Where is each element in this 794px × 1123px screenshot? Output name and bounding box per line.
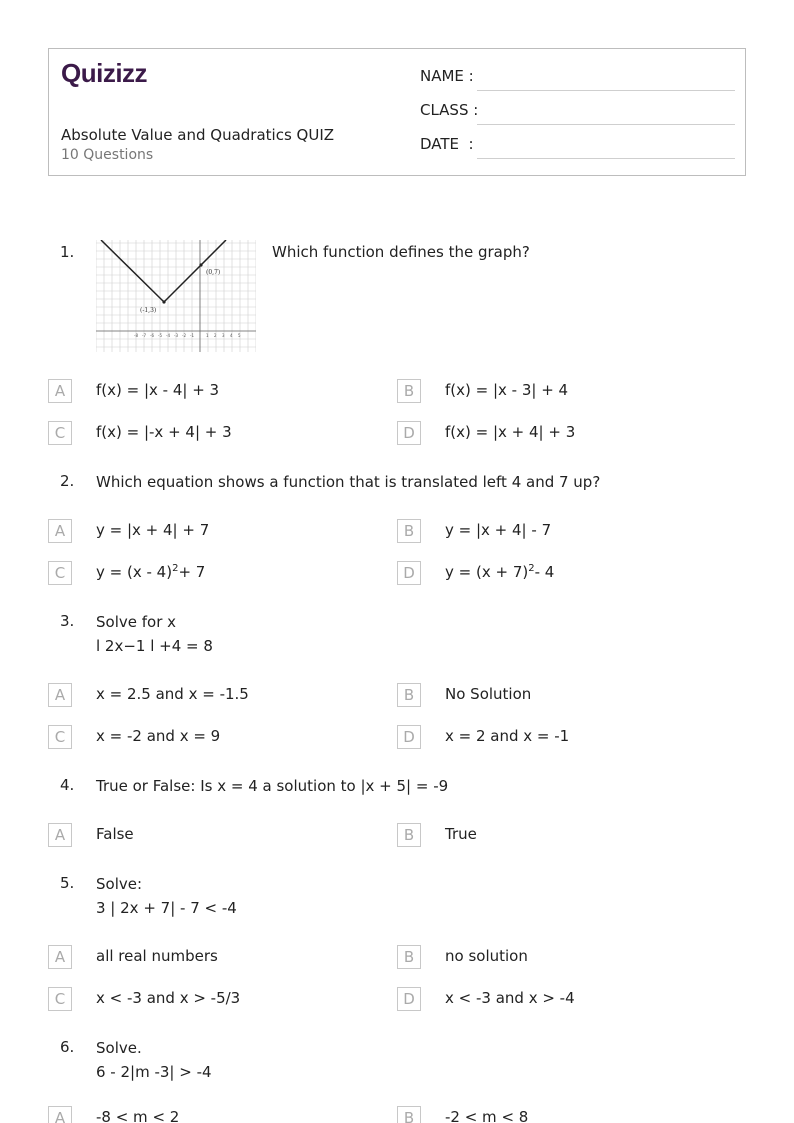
- graph-tick-label: 5: [238, 333, 241, 338]
- question-1-line-1: Which function defines the graph?: [272, 243, 530, 261]
- q6-option-b-text: -2 < m < 8: [445, 1108, 529, 1123]
- graph-tick-label: -8: [134, 333, 138, 338]
- q2-option-a-text: y = |x + 4| + 7: [96, 521, 210, 539]
- question-4-line-1: True or False: Is x = 4 a solution to |x + 5| = -9: [96, 777, 449, 795]
- q2-option-a-letter[interactable]: A: [48, 519, 72, 543]
- graph-intercept-point: [199, 263, 202, 266]
- question-1-text: [272, 240, 530, 264]
- q2-option-b-letter[interactable]: B: [397, 519, 421, 543]
- q5-option-c-letter[interactable]: C: [48, 987, 72, 1011]
- question-5-number: 5.: [60, 874, 75, 892]
- graph-vertex-point: [162, 300, 165, 303]
- date-label: DATE :: [420, 135, 474, 153]
- quiz-title: Absolute Value and Quadratics QUIZ: [61, 126, 335, 144]
- class-label: CLASS :: [420, 101, 479, 119]
- question-1-number: 1.: [60, 243, 75, 261]
- question-6-line-2: 6 - 2|m -3| > -4: [96, 1063, 212, 1081]
- quizizz-logo: Quizizz: [61, 58, 148, 88]
- q2-option-d-rest: - 4: [534, 563, 555, 581]
- question-3-number: 3.: [60, 612, 75, 630]
- question-6-line-1: Solve.: [96, 1039, 142, 1057]
- question-3-text: [96, 610, 213, 658]
- class-field[interactable]: [420, 101, 735, 125]
- q3-option-b-letter[interactable]: B: [397, 683, 421, 707]
- q3-option-d-text: x = 2 and x = -1: [445, 727, 570, 745]
- q2-option-d-base: y = (x + 7): [445, 563, 529, 581]
- q5-option-d-letter[interactable]: D: [397, 987, 421, 1011]
- graph-tick-label: -6: [150, 333, 154, 338]
- q1-option-b-text: f(x) = |x - 3| + 4: [445, 381, 569, 399]
- date-line[interactable]: [477, 158, 735, 159]
- q4-option-a-letter[interactable]: A: [48, 823, 72, 847]
- q2-option-d-letter[interactable]: D: [397, 561, 421, 585]
- q2-option-d-exponent: 2: [528, 563, 535, 574]
- q3-option-d-letter[interactable]: D: [397, 725, 421, 749]
- q5-option-a-text: all real numbers: [96, 947, 218, 965]
- q2-option-c-letter[interactable]: C: [48, 561, 72, 585]
- q2-option-c-exponent: 2: [172, 563, 179, 574]
- question-2-text: [96, 470, 600, 494]
- q5-option-d-text: x < -3 and x > -4: [445, 989, 575, 1007]
- q1-option-b-letter[interactable]: B: [397, 379, 421, 403]
- q5-option-c-text: x < -3 and x > -5/3: [96, 989, 241, 1007]
- q5-option-b-letter[interactable]: B: [397, 945, 421, 969]
- worksheet-header: [48, 48, 746, 176]
- q2-option-c-rest: + 7: [178, 563, 206, 581]
- graph-intercept-label: (0,7): [206, 269, 221, 276]
- q3-option-b-text: No Solution: [445, 685, 532, 703]
- question-4-text: [96, 774, 448, 798]
- q1-option-d-text: f(x) = |x + 4| + 3: [445, 423, 576, 441]
- graph-tick-label: 1: [206, 333, 209, 338]
- name-line[interactable]: [477, 90, 735, 91]
- graph-tick-label: -4: [166, 333, 170, 338]
- question-6-number: 6.: [60, 1038, 75, 1056]
- q1-option-a-letter[interactable]: A: [48, 379, 72, 403]
- question-5-line-2: 3 | 2x + 7| - 7 < -4: [96, 899, 237, 917]
- graph-tick-label: 4: [230, 333, 233, 338]
- question-3-line-1: Solve for x: [96, 613, 177, 631]
- q4-option-b-text: True: [445, 825, 477, 843]
- graph-tick-label: -3: [174, 333, 178, 338]
- graph-tick-label: -7: [142, 333, 146, 338]
- q2-option-b-text: y = |x + 4| - 7: [445, 521, 552, 539]
- name-label: NAME :: [420, 67, 474, 85]
- name-field[interactable]: [420, 67, 735, 91]
- graph-tick-label: -1: [190, 333, 194, 338]
- question-5-line-1: Solve:: [96, 875, 143, 893]
- q1-option-d-letter[interactable]: D: [397, 421, 421, 445]
- q6-option-a-letter[interactable]: A: [48, 1106, 72, 1123]
- q1-option-a-text: f(x) = |x - 4| + 3: [96, 381, 220, 399]
- q3-option-c-text: x = -2 and x = 9: [96, 727, 221, 745]
- q1-option-c-text: f(x) = |-x + 4| + 3: [96, 423, 232, 441]
- class-line[interactable]: [477, 124, 735, 125]
- graph-tick-label: 3: [222, 333, 225, 338]
- q2-option-d-text: [445, 563, 554, 581]
- q4-option-a-text: False: [96, 825, 134, 843]
- question-5-text: [96, 872, 237, 920]
- q2-option-c-text: [96, 563, 205, 581]
- q4-option-b-letter[interactable]: B: [397, 823, 421, 847]
- graph-tick-label: -2: [182, 333, 186, 338]
- graph-tick-label: -5: [158, 333, 162, 338]
- question-6-text: [96, 1036, 212, 1084]
- q5-option-b-text: no solution: [445, 947, 528, 965]
- graph-tick-label: 2: [214, 333, 217, 338]
- q3-option-a-text: x = 2.5 and x = -1.5: [96, 685, 249, 703]
- question-1-graph: [96, 240, 256, 352]
- question-2-line-1: Which equation shows a function that is translated left 4 and 7 up?: [96, 473, 601, 491]
- q6-option-b-letter[interactable]: B: [397, 1106, 421, 1123]
- q3-option-c-letter[interactable]: C: [48, 725, 72, 749]
- question-3-line-2: l 2x−1 l +4 = 8: [96, 637, 213, 655]
- date-field[interactable]: [420, 135, 735, 159]
- question-2-number: 2.: [60, 472, 75, 490]
- q2-option-c-base: y = (x - 4): [96, 563, 173, 581]
- q3-option-a-letter[interactable]: A: [48, 683, 72, 707]
- graph-vertex-label: (-1,3): [140, 307, 157, 314]
- q5-option-a-letter[interactable]: A: [48, 945, 72, 969]
- question-4-number: 4.: [60, 776, 75, 794]
- question-count: 10 Questions: [61, 147, 154, 163]
- q1-option-c-letter[interactable]: C: [48, 421, 72, 445]
- q6-option-a-text: -8 < m < 2: [96, 1108, 180, 1123]
